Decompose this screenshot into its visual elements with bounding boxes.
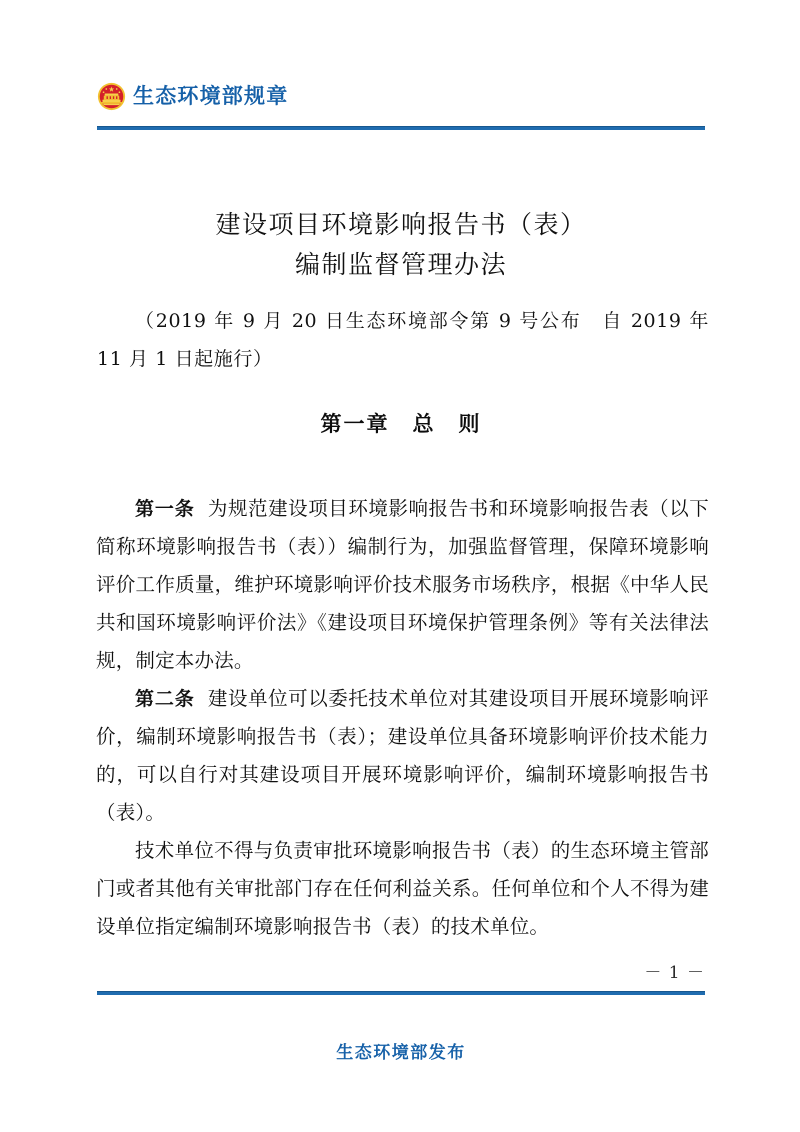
promulgation-note: （2019 年 9 月 20 日生态环境部令第 9 号公布 自 2019 年 11 月 1 日起施行）	[97, 310, 709, 370]
china-national-emblem-icon	[97, 82, 126, 111]
chapter-heading: 第一章 总 则	[320, 412, 482, 436]
header-divider	[97, 126, 705, 130]
article-paragraph	[96, 680, 709, 832]
masthead-title: 生态环境部规章	[133, 84, 289, 108]
page-number: － 1 －	[644, 963, 705, 983]
document-title	[97, 205, 705, 285]
document-title-line-2: 编制监督管理办法	[294, 250, 507, 279]
document-title-line-1: 建设项目环境影响报告书（表）	[215, 210, 587, 239]
masthead	[97, 82, 707, 111]
article-label: 第一条	[135, 498, 195, 520]
article-text: 技术单位不得与负责审批环境影响报告书（表）的生态环境主管部门或者其他有关审批部门存在任何利益关系。任何单位和个人不得为建设单位指定编制环境影响报告书（表）的技术单位。	[96, 839, 709, 938]
article-text: 建设单位可以委托技术单位对其建设项目开展环境影响评价，编制环境影响报告书（表）；建设单位具备环境影响评价技术能力的，可以自行对其建设项目开展环境影响评价，编制环境影响报告书（表）。	[96, 687, 709, 824]
article-text: 为规范建设项目环境影响报告书和环境影响报告表（以下简称环境影响报告书（表））编制行为，加强监督管理，保障环境影响评价工作质量，维护环境影响评价技术服务市场秩序，根据《中华人民共和国环境影响评价法》《建设项目环境保护管理条例》等有关法律法规，制定本办法。	[96, 497, 709, 672]
issuer-label: 生态环境部发布	[336, 1043, 466, 1063]
footer-divider	[97, 991, 705, 995]
article-paragraph	[96, 490, 709, 680]
article-label: 第二条	[135, 688, 195, 710]
article-list	[96, 490, 709, 946]
article-paragraph	[96, 832, 709, 946]
